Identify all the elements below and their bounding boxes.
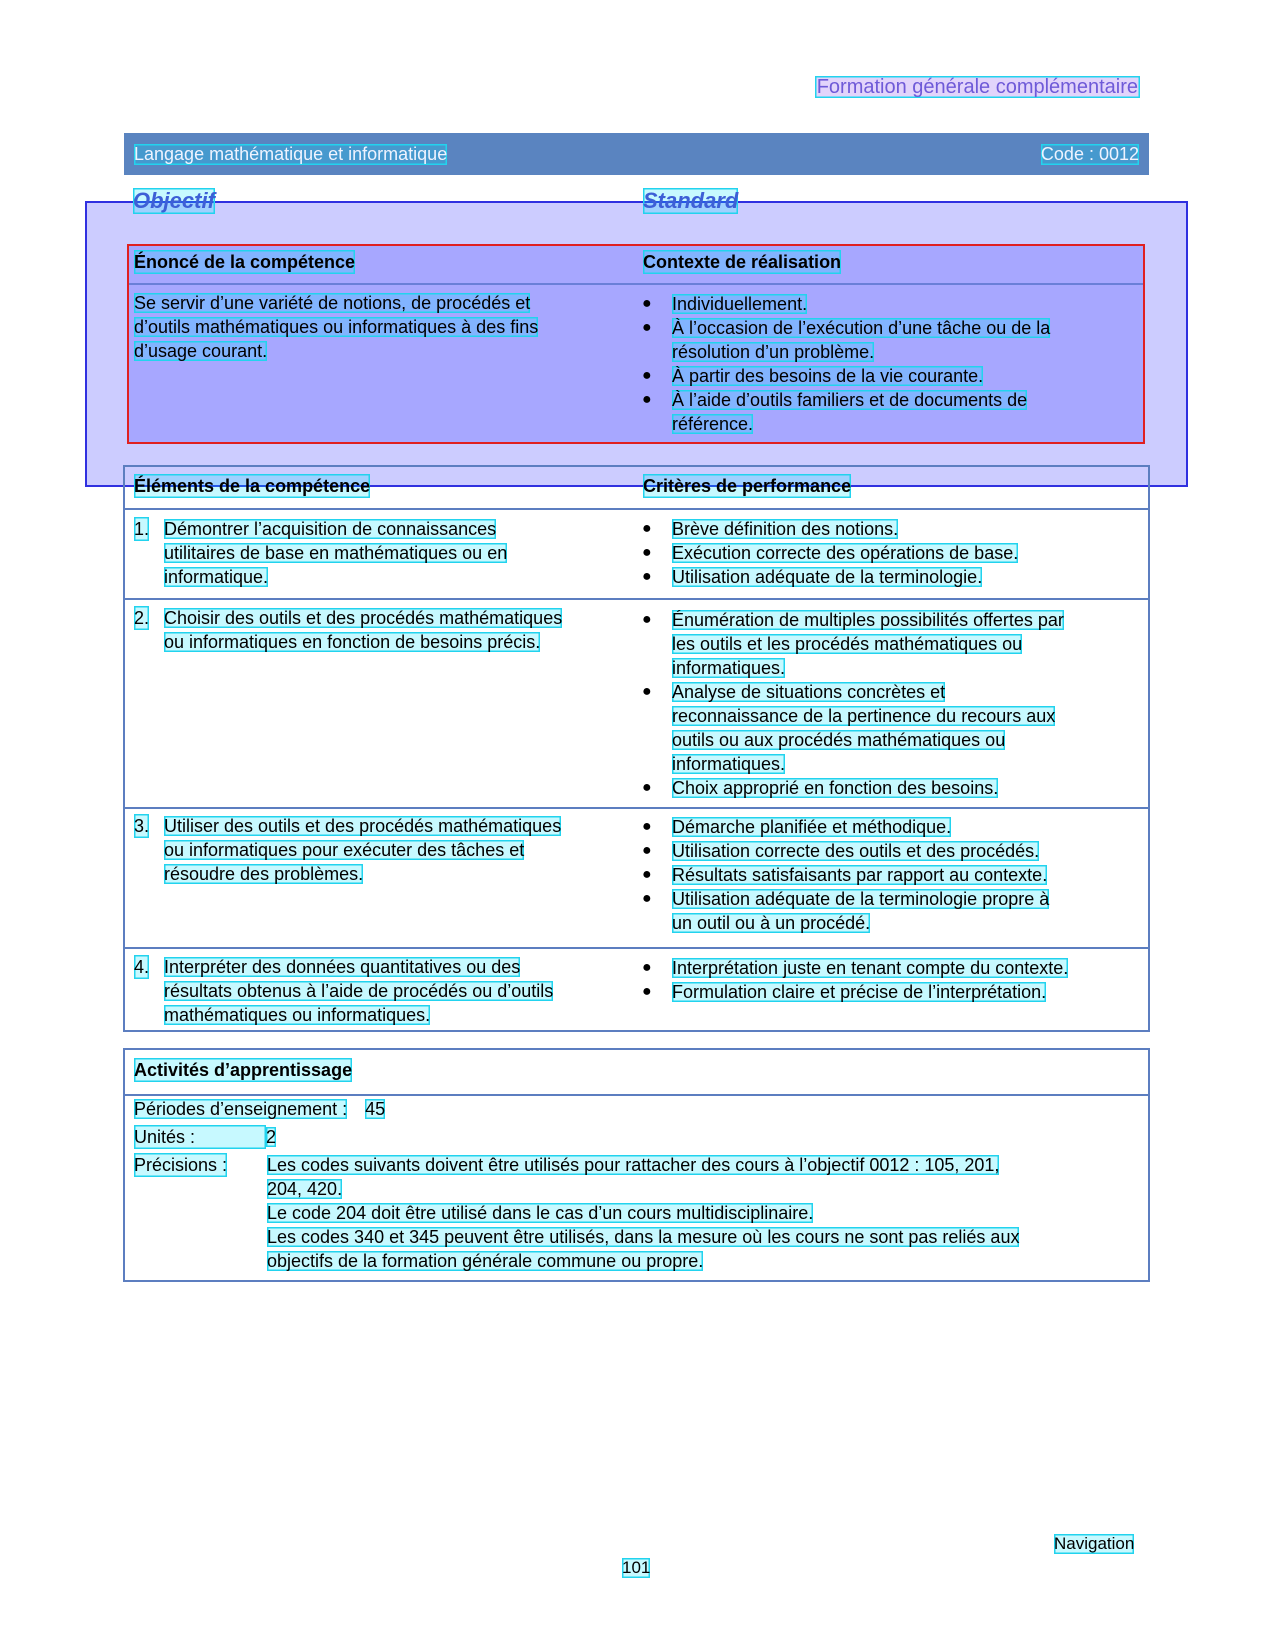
course-title: Langage mathématique et informatique <box>134 144 448 164</box>
criterion-line: outils ou aux procédés mathématiques ou <box>672 730 1006 750</box>
element-row-4 <box>134 955 639 1027</box>
bullet-icon: ● <box>642 568 652 585</box>
criterion-line: Utilisation correcte des outils et des procédés. <box>672 841 1040 861</box>
enonce-line: d’usage courant. <box>134 341 268 361</box>
context-heading: Contexte de réalisation <box>643 252 842 272</box>
objectif-label: Objectif <box>133 188 215 213</box>
criterion-item <box>640 565 1130 589</box>
context-line: À l’aide d’outils familiers et de documents de <box>672 390 1028 410</box>
enonce-text <box>134 291 644 363</box>
element-line: Démontrer l’acquisition de connaissances <box>164 519 497 539</box>
bullet-icon: ● <box>642 890 652 907</box>
criterion-line: Utilisation adéquate de la terminologie. <box>672 567 983 587</box>
unites-row <box>134 1125 276 1149</box>
criterion-item <box>640 839 1130 863</box>
precisions-line: Les codes 340 et 345 peuvent être utilisés, dans la mesure où les cours ne sont pas reliés aux <box>267 1227 1020 1247</box>
bullet-icon: ● <box>642 319 652 336</box>
criterion-line: Démarche planifiée et méthodique. <box>672 817 952 837</box>
bullet-icon: ● <box>642 983 652 1000</box>
criterion-item <box>640 541 1130 565</box>
periodes-row <box>134 1097 385 1121</box>
element-line: résoudre des problèmes. <box>164 864 364 884</box>
context-line: résolution d’un problème. <box>672 342 875 362</box>
element-number: 3. <box>134 816 150 836</box>
bullet-icon: ● <box>642 959 652 976</box>
bullet-icon: ● <box>642 866 652 883</box>
course-title-bar <box>124 133 1149 175</box>
element-line: résultats obtenus à l’aide de procédés ou d’outils <box>164 981 554 1001</box>
element-line: Choisir des outils et des procédés mathématiques <box>164 608 563 628</box>
enonce-heading: Énoncé de la compétence <box>134 252 356 272</box>
criterion-line: Énumération de multiples possibilités offertes par <box>672 610 1064 630</box>
precisions-line: 204, 420. <box>267 1179 343 1199</box>
navigation-link[interactable]: Navigation <box>1054 1534 1135 1553</box>
criterion-line: Résultats satisfaisants par rapport au contexte. <box>672 865 1048 885</box>
criteria-list-1 <box>640 517 1130 589</box>
element-line: informatique. <box>164 567 269 587</box>
criterion-line: Interprétation juste en tenant compte du contexte. <box>672 958 1069 978</box>
bullet-icon: ● <box>642 683 652 700</box>
criterion-item <box>640 680 1130 776</box>
periodes-label: Périodes d’enseignement : <box>134 1099 348 1119</box>
course-code: Code : 0012 <box>1040 144 1139 164</box>
periodes-value: 45 <box>365 1099 386 1119</box>
unites-label: Unités : <box>134 1125 266 1149</box>
criteria-list-2 <box>640 608 1130 800</box>
bullet-icon: ● <box>642 391 652 408</box>
bullet-icon: ● <box>642 367 652 384</box>
criterion-line: Choix approprié en fonction des besoins. <box>672 778 999 798</box>
criterion-item <box>640 815 1130 839</box>
precisions-label: Précisions : <box>134 1155 228 1175</box>
criterion-item <box>640 863 1130 887</box>
criterion-line: informatiques. <box>672 658 786 678</box>
precisions-line: Le code 204 doit être utilisé dans le cas d’un cours multidisciplinaire. <box>267 1203 814 1223</box>
elements-heading: Éléments de la compétence <box>134 476 371 496</box>
element-line: utilitaires de base en mathématiques ou en <box>164 543 508 563</box>
enonce-line: Se servir d’une variété de notions, de procédés et <box>134 293 531 313</box>
bullet-icon: ● <box>642 842 652 859</box>
criterion-line: Formulation claire et précise de l’interprétation. <box>672 982 1047 1002</box>
bullet-icon: ● <box>642 295 652 312</box>
element-number: 1. <box>134 519 150 539</box>
criterion-line: Brève définition des notions. <box>672 519 899 539</box>
element-line: Interpréter des données quantitatives ou des <box>164 957 521 977</box>
activites-heading: Activités d’apprentissage <box>134 1060 353 1080</box>
criterion-item <box>640 608 1130 680</box>
criterion-item <box>640 517 1130 541</box>
context-list <box>640 292 1110 436</box>
criteria-heading: Critères de performance <box>643 476 852 496</box>
standard-label: Standard <box>643 188 739 213</box>
element-row-3 <box>134 814 639 886</box>
criterion-item <box>640 887 1130 935</box>
criterion-line: informatiques. <box>672 754 786 774</box>
context-line: référence. <box>672 414 754 434</box>
element-row-1 <box>134 517 639 589</box>
bullet-icon: ● <box>642 818 652 835</box>
criterion-item <box>640 980 1130 1004</box>
bullet-icon: ● <box>642 520 652 537</box>
running-header-text: Formation générale complémentaire <box>816 76 1138 98</box>
page-number: 101 <box>622 1558 651 1577</box>
criterion-line: reconnaissance de la pertinence du recours aux <box>672 706 1056 726</box>
context-line: Individuellement. <box>672 294 808 314</box>
criteria-list-4 <box>640 956 1130 1004</box>
precisions-text <box>267 1153 1137 1273</box>
element-row-2 <box>134 606 639 654</box>
context-line: À partir des besoins de la vie courante. <box>672 366 984 386</box>
element-line: ou informatiques pour exécuter des tâches et <box>164 840 525 860</box>
context-line: À l’occasion de l’exécution d’une tâche ou de la <box>672 318 1051 338</box>
element-line: mathématiques ou informatiques. <box>164 1005 431 1025</box>
context-item <box>640 316 1110 364</box>
criterion-item <box>640 956 1130 980</box>
criteria-list-3 <box>640 815 1130 935</box>
element-line: ou informatiques en fonction de besoins précis. <box>164 632 541 652</box>
context-item <box>640 364 1110 388</box>
running-header <box>0 76 1140 99</box>
criterion-line: Exécution correcte des opérations de base. <box>672 543 1019 563</box>
precisions-line: objectifs de la formation générale commune ou propre. <box>267 1251 704 1271</box>
context-item <box>640 292 1110 316</box>
criterion-line: les outils et les procédés mathématiques ou <box>672 634 1023 654</box>
bullet-icon: ● <box>642 779 652 796</box>
bullet-icon: ● <box>642 544 652 561</box>
bullet-icon: ● <box>642 611 652 628</box>
element-number: 4. <box>134 957 150 977</box>
precisions-line: Les codes suivants doivent être utilisés pour rattacher des cours à l’objectif 0012 : 105, 201, <box>267 1155 1000 1175</box>
element-line: Utiliser des outils et des procédés mathématiques <box>164 816 562 836</box>
criterion-line: un outil ou à un procédé. <box>672 913 871 933</box>
criterion-item <box>640 776 1130 800</box>
context-item <box>640 388 1110 436</box>
criterion-line: Utilisation adéquate de la terminologie propre à <box>672 889 1050 909</box>
unites-value: 2 <box>266 1127 277 1147</box>
element-number: 2. <box>134 608 150 628</box>
criterion-line: Analyse de situations concrètes et <box>672 682 946 702</box>
enonce-line: d’outils mathématiques ou informatiques à des fins <box>134 317 539 337</box>
